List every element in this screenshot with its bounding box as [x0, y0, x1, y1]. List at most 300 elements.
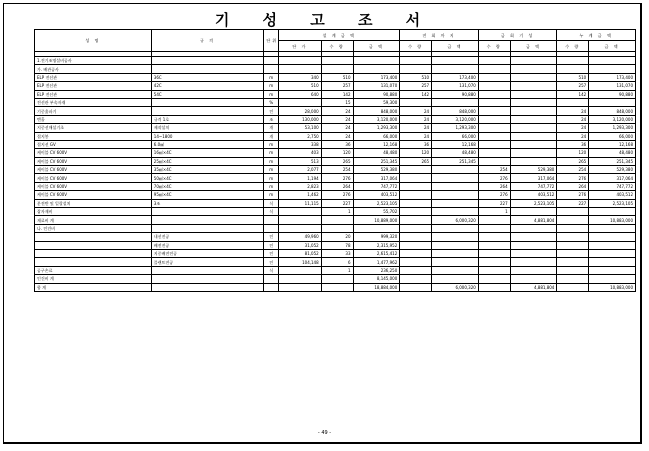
- table-cell: 24: [321, 124, 353, 132]
- table-cell: 131,070: [353, 82, 400, 90]
- table-cell: 264: [478, 182, 510, 190]
- table-cell: [478, 98, 510, 106]
- table-cell: [510, 65, 557, 73]
- table-cell: [510, 107, 557, 115]
- table-cell: [151, 224, 264, 232]
- table-cell: [264, 283, 279, 291]
- table-cell: m: [264, 166, 279, 174]
- table-cell: 2,315,952: [353, 241, 400, 249]
- table-cell: [589, 98, 636, 106]
- table-cell: 254: [478, 166, 510, 174]
- table-cell: 251,345: [589, 157, 636, 165]
- document-title: 기 성 고 조 서: [214, 11, 435, 29]
- table-cell: 14~1800: [151, 132, 264, 140]
- table-cell: 142: [557, 90, 589, 98]
- table-cell: [510, 224, 557, 232]
- header-sub: 수 량: [321, 41, 353, 52]
- table-cell: 317,064: [353, 174, 400, 182]
- table-cell: 317,064: [510, 174, 557, 182]
- table-cell: [151, 208, 264, 216]
- table-row: [35, 140, 636, 148]
- table-cell: 173,400: [589, 73, 636, 81]
- table-cell: [510, 157, 557, 165]
- table-cell: [151, 107, 264, 115]
- table-cell: 747,772: [589, 182, 636, 190]
- table-cell: 131,070: [589, 82, 636, 90]
- table-cell: 12,168: [432, 140, 479, 148]
- table-cell: 배전전공: [151, 241, 264, 249]
- table-cell: 338: [279, 140, 321, 148]
- table-cell: 747,772: [510, 182, 557, 190]
- table-cell: 개: [264, 132, 279, 140]
- table-cell: 36: [321, 140, 353, 148]
- table-row: [35, 191, 636, 199]
- table-cell: 12,168: [353, 140, 400, 148]
- table-cell: [557, 233, 589, 241]
- table-cell: [400, 208, 432, 216]
- table-cell: [264, 275, 279, 283]
- table-cell: [432, 65, 479, 73]
- table-row: [35, 90, 636, 98]
- table-cell: [478, 73, 510, 81]
- table-cell: [510, 132, 557, 140]
- table-cell: 529,380: [510, 166, 557, 174]
- table-cell: 6,000,320: [432, 216, 479, 224]
- table-cell: 48,480: [432, 149, 479, 157]
- table-cell: 510: [321, 73, 353, 81]
- table-cell: [432, 258, 479, 266]
- table-cell: [478, 266, 510, 274]
- table-cell: 227: [478, 199, 510, 207]
- table-row: [35, 57, 636, 65]
- table-cell: [151, 98, 264, 106]
- table-cell: 90,880: [589, 90, 636, 98]
- table-cell: [321, 57, 353, 65]
- table-cell: [432, 208, 479, 216]
- table-cell: [478, 241, 510, 249]
- table-cell: [557, 275, 589, 283]
- table-cell: [557, 258, 589, 266]
- table-cell: [151, 283, 264, 291]
- table-cell: 130,000: [279, 115, 321, 123]
- table-cell: 999,320: [353, 233, 400, 241]
- table-cell: [321, 224, 353, 232]
- table-cell: 인: [264, 233, 279, 241]
- table-cell: [478, 124, 510, 132]
- table-cell: 120: [557, 149, 589, 157]
- table-cell: [557, 57, 589, 65]
- table-cell: [478, 107, 510, 115]
- table-cell: [432, 191, 479, 199]
- table-cell: 24: [400, 132, 432, 140]
- table-cell: 90,880: [353, 90, 400, 98]
- table-row: [35, 65, 636, 73]
- table-cell: [400, 191, 432, 199]
- table-cell: [400, 216, 432, 224]
- table-cell: 66,000: [353, 132, 400, 140]
- table-cell: [478, 157, 510, 165]
- table-cell: 10,883,000: [589, 283, 636, 291]
- table-cell: [400, 283, 432, 291]
- table-cell: [557, 224, 589, 232]
- table-cell: 95㎟×4C: [151, 191, 264, 199]
- table-cell: [589, 65, 636, 73]
- table-cell: 2,750: [279, 132, 321, 140]
- table-cell: 42C: [151, 82, 264, 90]
- table-cell: 6,000,320: [432, 283, 479, 291]
- table-cell: [151, 57, 264, 65]
- header-sub: 금 액: [353, 41, 400, 52]
- table-cell: [432, 199, 479, 207]
- table-cell: [478, 149, 510, 157]
- table-cell: 251,345: [432, 157, 479, 165]
- table-cell: [400, 174, 432, 182]
- header-sub: 수 량: [400, 41, 432, 52]
- header-cumulative: 누 계 금 액: [557, 30, 636, 41]
- table-cell: 3,120,000: [589, 115, 636, 123]
- table-cell: 265: [400, 157, 432, 165]
- table-cell: 276: [557, 191, 589, 199]
- table-cell: 케이블 CV 600V: [35, 166, 152, 174]
- table-cell: 265: [557, 157, 589, 165]
- table-cell: [400, 98, 432, 106]
- table-cell: [151, 216, 264, 224]
- table-cell: 317,064: [589, 174, 636, 182]
- table-cell: 2,823: [279, 182, 321, 190]
- table-cell: [321, 216, 353, 224]
- table-cell: [400, 65, 432, 73]
- table-cell: 규격 1호: [151, 115, 264, 123]
- table-cell: 식: [264, 208, 279, 216]
- table-cell: [510, 233, 557, 241]
- table-cell: [589, 241, 636, 249]
- table-row: [35, 157, 636, 165]
- table-cell: [321, 65, 353, 73]
- table-cell: [264, 57, 279, 65]
- table-cell: 340: [279, 73, 321, 81]
- table-cell: [353, 65, 400, 73]
- table-cell: 1,293,300: [589, 124, 636, 132]
- table-cell: [557, 208, 589, 216]
- table-cell: 276: [321, 174, 353, 182]
- table-cell: 81,052: [279, 249, 321, 257]
- table-cell: 15: [321, 98, 353, 106]
- table-cell: [432, 241, 479, 249]
- table-cell: 케이블 CV 600V: [35, 149, 152, 157]
- table-cell: [589, 57, 636, 65]
- table-cell: 2,523,105: [353, 199, 400, 207]
- table-row: [35, 275, 636, 283]
- table-cell: 24: [321, 132, 353, 140]
- table-cell: [321, 275, 353, 283]
- table-cell: [510, 266, 557, 274]
- table-cell: m: [264, 73, 279, 81]
- table-cell: 나. 인건비: [35, 224, 152, 232]
- table-cell: 케이블 CV 600V: [35, 174, 152, 182]
- table-cell: [510, 124, 557, 132]
- table-cell: [279, 57, 321, 65]
- header-row-top: [35, 30, 636, 41]
- table-cell: 264: [557, 182, 589, 190]
- table-cell: 510: [400, 73, 432, 81]
- table-cell: 48,480: [589, 149, 636, 157]
- table-cell: 4,881,804: [510, 283, 557, 291]
- header-design: 설 계 금 액: [279, 30, 400, 41]
- table-row: [35, 249, 636, 257]
- table-cell: [557, 249, 589, 257]
- table-cell: 403,512: [510, 191, 557, 199]
- table-cell: 24: [557, 124, 589, 132]
- table-cell: 조: [264, 115, 279, 123]
- table-cell: [432, 275, 479, 283]
- table-cell: [279, 65, 321, 73]
- table-cell: 1,293,300: [353, 124, 400, 132]
- table-cell: 3조: [151, 199, 264, 207]
- table-cell: 1,477,962: [353, 258, 400, 266]
- table-cell: [432, 57, 479, 65]
- table-cell: m: [264, 90, 279, 98]
- header-previous: 전 회 까 지: [400, 30, 479, 41]
- table-cell: 인건비 계: [35, 275, 152, 283]
- table-cell: [432, 233, 479, 241]
- table-cell: [400, 166, 432, 174]
- header-unit: 단위: [264, 30, 279, 52]
- table-cell: 227: [557, 199, 589, 207]
- table-cell: 747,772: [353, 182, 400, 190]
- table-cell: [400, 224, 432, 232]
- table-cell: 가. 배관공사: [35, 65, 152, 73]
- table-cell: 12,168: [589, 140, 636, 148]
- table-cell: 264: [321, 182, 353, 190]
- table-cell: 173,400: [432, 73, 479, 81]
- table-cell: 50㎟×4C: [151, 174, 264, 182]
- table-cell: 인: [264, 241, 279, 249]
- table-cell: [35, 241, 152, 249]
- table-cell: [557, 283, 589, 291]
- table-row: [35, 224, 636, 232]
- table-cell: 49,960: [279, 233, 321, 241]
- table-cell: 전선관 부속자재: [35, 98, 152, 106]
- table-cell: [400, 199, 432, 207]
- table-cell: 지중배전전공: [151, 249, 264, 257]
- table-cell: 131,070: [432, 82, 479, 90]
- table-cell: 257: [557, 82, 589, 90]
- table-cell: 기중흙파기: [35, 107, 152, 115]
- table-cell: [557, 241, 589, 249]
- table-cell: ELP 전선관: [35, 90, 152, 98]
- table-cell: [400, 249, 432, 257]
- table-cell: 257: [321, 82, 353, 90]
- table-cell: [589, 258, 636, 266]
- table-row: [35, 233, 636, 241]
- table-cell: [264, 224, 279, 232]
- table-cell: [510, 241, 557, 249]
- table-cell: [279, 216, 321, 224]
- table-cell: 510: [279, 82, 321, 90]
- table-cell: [35, 233, 152, 241]
- table-cell: 11,115: [279, 199, 321, 207]
- header-sub: 단 가: [279, 41, 321, 52]
- table-cell: [510, 115, 557, 123]
- table-row: [35, 82, 636, 90]
- table-cell: [353, 224, 400, 232]
- table-cell: 28,000: [279, 107, 321, 115]
- table-cell: 잡자재비: [35, 208, 152, 216]
- table-cell: [279, 98, 321, 106]
- header-sub: 금 액: [589, 41, 636, 52]
- table-cell: 53,100: [279, 124, 321, 132]
- table-cell: 848,000: [353, 107, 400, 115]
- table-cell: [264, 216, 279, 224]
- table-cell: 142: [400, 90, 432, 98]
- table-cell: [400, 57, 432, 65]
- table-cell: [432, 182, 479, 190]
- table-cell: 2,523,105: [510, 199, 557, 207]
- table-cell: 254: [321, 166, 353, 174]
- table-cell: [589, 275, 636, 283]
- table-cell: 251,345: [353, 157, 400, 165]
- table-cell: m: [264, 149, 279, 157]
- table-cell: 24: [400, 115, 432, 123]
- table-cell: [589, 233, 636, 241]
- table-cell: [478, 132, 510, 140]
- table-cell: 1: [321, 208, 353, 216]
- table-cell: 2,615,412: [353, 249, 400, 257]
- table-cell: [432, 266, 479, 274]
- table-cell: 1: [321, 266, 353, 274]
- table-cell: 1,194: [279, 174, 321, 182]
- header-sub: 수 량: [557, 41, 589, 52]
- table-cell: [400, 233, 432, 241]
- table-cell: m: [264, 82, 279, 90]
- table-cell: [432, 249, 479, 257]
- table-cell: [589, 266, 636, 274]
- table-cell: 6.0㎟: [151, 140, 264, 148]
- table-cell: 403,512: [589, 191, 636, 199]
- table-cell: [279, 208, 321, 216]
- header-sub: 금 액: [432, 41, 479, 52]
- table-cell: 3,120,000: [353, 115, 400, 123]
- table-row: [35, 266, 636, 274]
- table-cell: [589, 224, 636, 232]
- page-number: - 49 -: [317, 430, 332, 436]
- table-cell: [279, 275, 321, 283]
- table-cell: [589, 208, 636, 216]
- table-cell: 내선전공: [151, 233, 264, 241]
- table-cell: 케이블 CV 600V: [35, 182, 152, 190]
- table-cell: 142: [321, 90, 353, 98]
- table-cell: [478, 115, 510, 123]
- table-cell: 지중선매설기초: [35, 124, 152, 132]
- table-cell: [279, 224, 321, 232]
- table-row: [35, 182, 636, 190]
- table-cell: [432, 98, 479, 106]
- table-cell: [510, 275, 557, 283]
- table-cell: 3,120,000: [432, 115, 479, 123]
- table-cell: 18,884,000: [353, 283, 400, 291]
- table-cell: [35, 249, 152, 257]
- table-cell: 36: [557, 140, 589, 148]
- header-current: 금 회 기 성: [478, 30, 557, 41]
- table-cell: [432, 224, 479, 232]
- table-cell: [478, 283, 510, 291]
- table-cell: 54C: [151, 90, 264, 98]
- table-cell: [432, 166, 479, 174]
- table-cell: 1,462: [279, 191, 321, 199]
- table-cell: 254: [557, 166, 589, 174]
- table-cell: 접지선 GV: [35, 140, 152, 148]
- table-cell: 276: [557, 174, 589, 182]
- table-cell: 공구손료: [35, 266, 152, 274]
- table-cell: 합 계: [35, 283, 152, 291]
- table-cell: [321, 283, 353, 291]
- table-cell: 173,400: [353, 73, 400, 81]
- table-cell: ELP 전선관: [35, 82, 152, 90]
- table-cell: 식: [264, 266, 279, 274]
- table-cell: 접지봉: [35, 132, 152, 140]
- table-cell: 인: [264, 258, 279, 266]
- table-row: [35, 199, 636, 207]
- table-cell: 529,380: [589, 166, 636, 174]
- table-cell: [400, 266, 432, 274]
- table-cell: 403,512: [353, 191, 400, 199]
- table-cell: [510, 258, 557, 266]
- table-row: [35, 174, 636, 182]
- table-row: [35, 107, 636, 115]
- table-cell: 식: [264, 199, 279, 207]
- table-cell: 케이블 CV 600V: [35, 191, 152, 199]
- table-cell: [478, 224, 510, 232]
- table-cell: [510, 73, 557, 81]
- table-cell: [400, 275, 432, 283]
- table-row: [35, 258, 636, 266]
- header-sub: 금 액: [510, 41, 557, 52]
- table-cell: 재료비 계: [35, 216, 152, 224]
- table-cell: [478, 258, 510, 266]
- table-cell: 인: [264, 249, 279, 257]
- table-cell: [264, 65, 279, 73]
- table-row: [35, 132, 636, 140]
- table-cell: [510, 98, 557, 106]
- table-cell: 257: [400, 82, 432, 90]
- table-cell: 개: [264, 124, 279, 132]
- table-cell: [478, 216, 510, 224]
- table-cell: 플랜트전공: [151, 258, 264, 266]
- table-cell: 6: [321, 258, 353, 266]
- header-sub: 수 량: [478, 41, 510, 52]
- table-cell: 33: [321, 249, 353, 257]
- table-cell: m: [264, 140, 279, 148]
- table-cell: 31,052: [279, 241, 321, 249]
- table-cell: 236,250: [353, 266, 400, 274]
- table-row: [35, 216, 636, 224]
- table-cell: 227: [321, 199, 353, 207]
- table-cell: 4,881,804: [510, 216, 557, 224]
- table-cell: [557, 98, 589, 106]
- table-cell: 35㎟×4C: [151, 166, 264, 174]
- table-cell: [478, 275, 510, 283]
- table-cell: [510, 249, 557, 257]
- table-cell: 70㎟×4C: [151, 182, 264, 190]
- table-cell: 55,702: [353, 208, 400, 216]
- table-cell: 36C: [151, 73, 264, 81]
- table-cell: 66,000: [432, 132, 479, 140]
- table-cell: [279, 283, 321, 291]
- table-cell: [353, 57, 400, 65]
- table-cell: 25㎟×4C: [151, 157, 264, 165]
- table-cell: [557, 65, 589, 73]
- table-cell: [510, 140, 557, 148]
